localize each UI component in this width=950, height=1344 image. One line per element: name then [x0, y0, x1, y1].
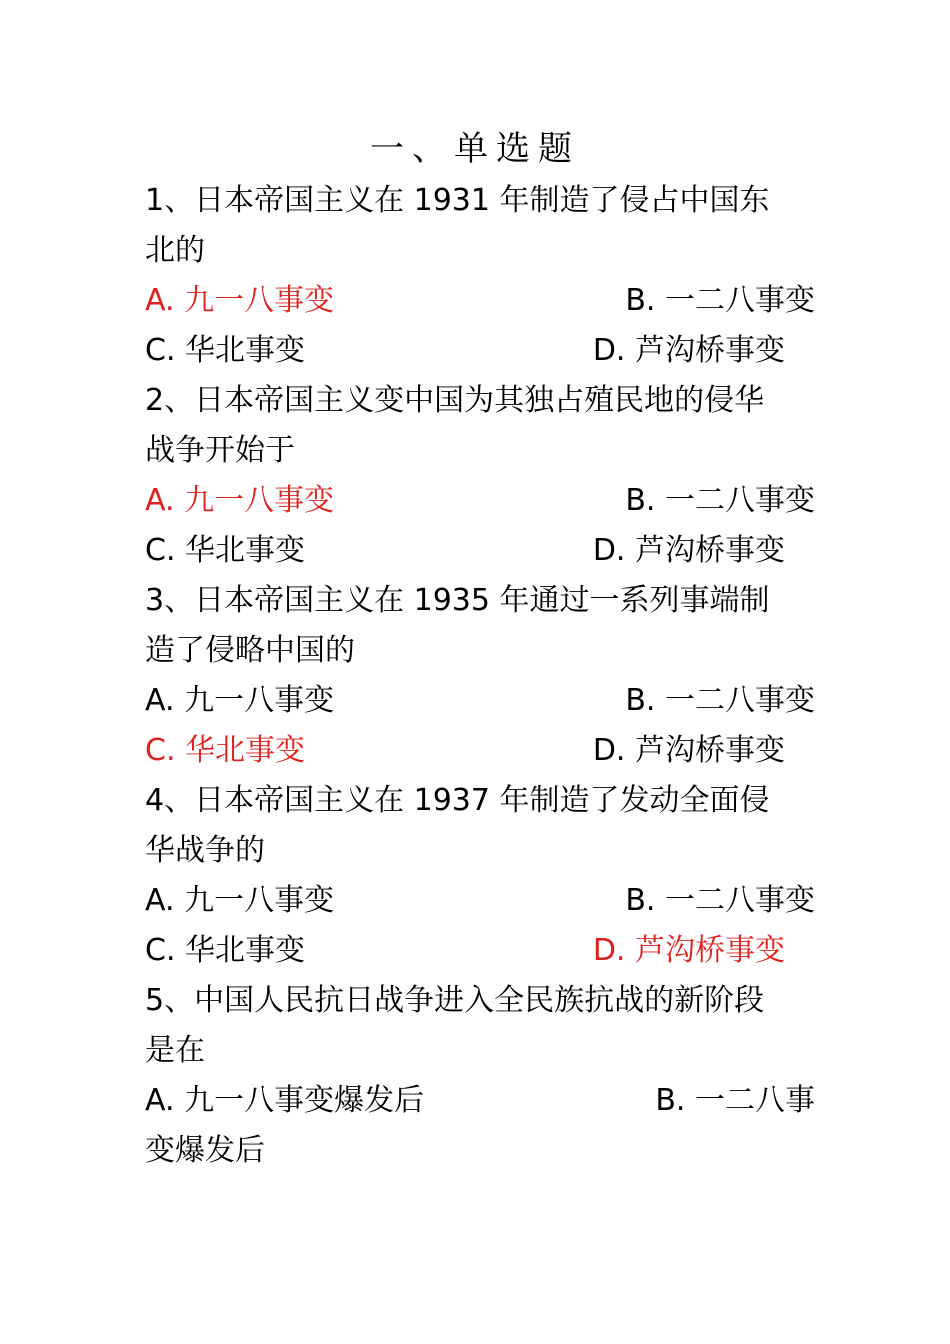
question-5-option-b: B. 一二八事 — [655, 1083, 815, 1118]
question-3-option-c: C. 华北事变 — [145, 733, 306, 768]
question-4-option-c: C. 华北事变 — [145, 933, 306, 968]
question-3-option-d: D. 芦沟桥事变 — [592, 733, 785, 768]
question-1-option-a: A. 九一八事变 — [145, 283, 335, 318]
question-1-option-b: B. 一二八事变 — [625, 283, 815, 318]
question-5-option-a: A. 九一八事变爆发后 — [145, 1083, 425, 1118]
question-5-stem-line-1: 5、中国人民抗日战争进入全民族抗战的新阶段 — [145, 983, 765, 1018]
question-3-options-row-1 — [145, 676, 815, 726]
question-4-options-row-1 — [145, 876, 815, 926]
question-1-options-row-1 — [145, 276, 815, 326]
question-3-stem-line-2: 造了侵略中国的 — [145, 633, 355, 668]
question-4-stem-line-1: 4、日本帝国主义在 1937 年制造了发动全面侵 — [145, 783, 770, 818]
question-1-option-d: D. 芦沟桥事变 — [592, 333, 785, 368]
question-3-option-b: B. 一二八事变 — [625, 683, 815, 718]
question-3-stem-line-1: 3、日本帝国主义在 1935 年通过一系列事端制 — [145, 583, 770, 618]
section-title: 一、单选题 — [370, 129, 580, 169]
question-2-option-c: C. 华北事变 — [145, 533, 306, 568]
question-4-option-d: D. 芦沟桥事变 — [592, 933, 785, 968]
question-1-options-row-2 — [145, 326, 815, 376]
question-4-stem-line-2: 华战争的 — [145, 833, 265, 868]
question-1-option-c: C. 华北事变 — [145, 333, 306, 368]
question-1-stem-line-1: 1、日本帝国主义在 1931 年制造了侵占中国东 — [145, 183, 770, 218]
question-1-stem-line-2: 北的 — [145, 233, 205, 268]
question-5-option-b-continued: 变爆发后 — [145, 1133, 265, 1168]
question-4-option-a: A. 九一八事变 — [145, 883, 335, 918]
question-2-option-b: B. 一二八事变 — [625, 483, 815, 518]
question-5-stem-line-2: 是在 — [145, 1033, 205, 1068]
question-5-options-row-1 — [145, 1076, 815, 1126]
question-3-option-a: A. 九一八事变 — [145, 683, 335, 718]
question-2-option-d: D. 芦沟桥事变 — [592, 533, 785, 568]
question-2-options-row-1 — [145, 476, 815, 526]
question-2-options-row-2 — [145, 526, 815, 576]
question-3-options-row-2 — [145, 726, 815, 776]
question-2-option-a: A. 九一八事变 — [145, 483, 335, 518]
question-2-stem-line-1: 2、日本帝国主义变中国为其独占殖民地的侵华 — [145, 383, 765, 418]
question-4-options-row-2 — [145, 926, 815, 976]
question-4-option-b: B. 一二八事变 — [625, 883, 815, 918]
question-2-stem-line-2: 战争开始于 — [145, 433, 295, 468]
